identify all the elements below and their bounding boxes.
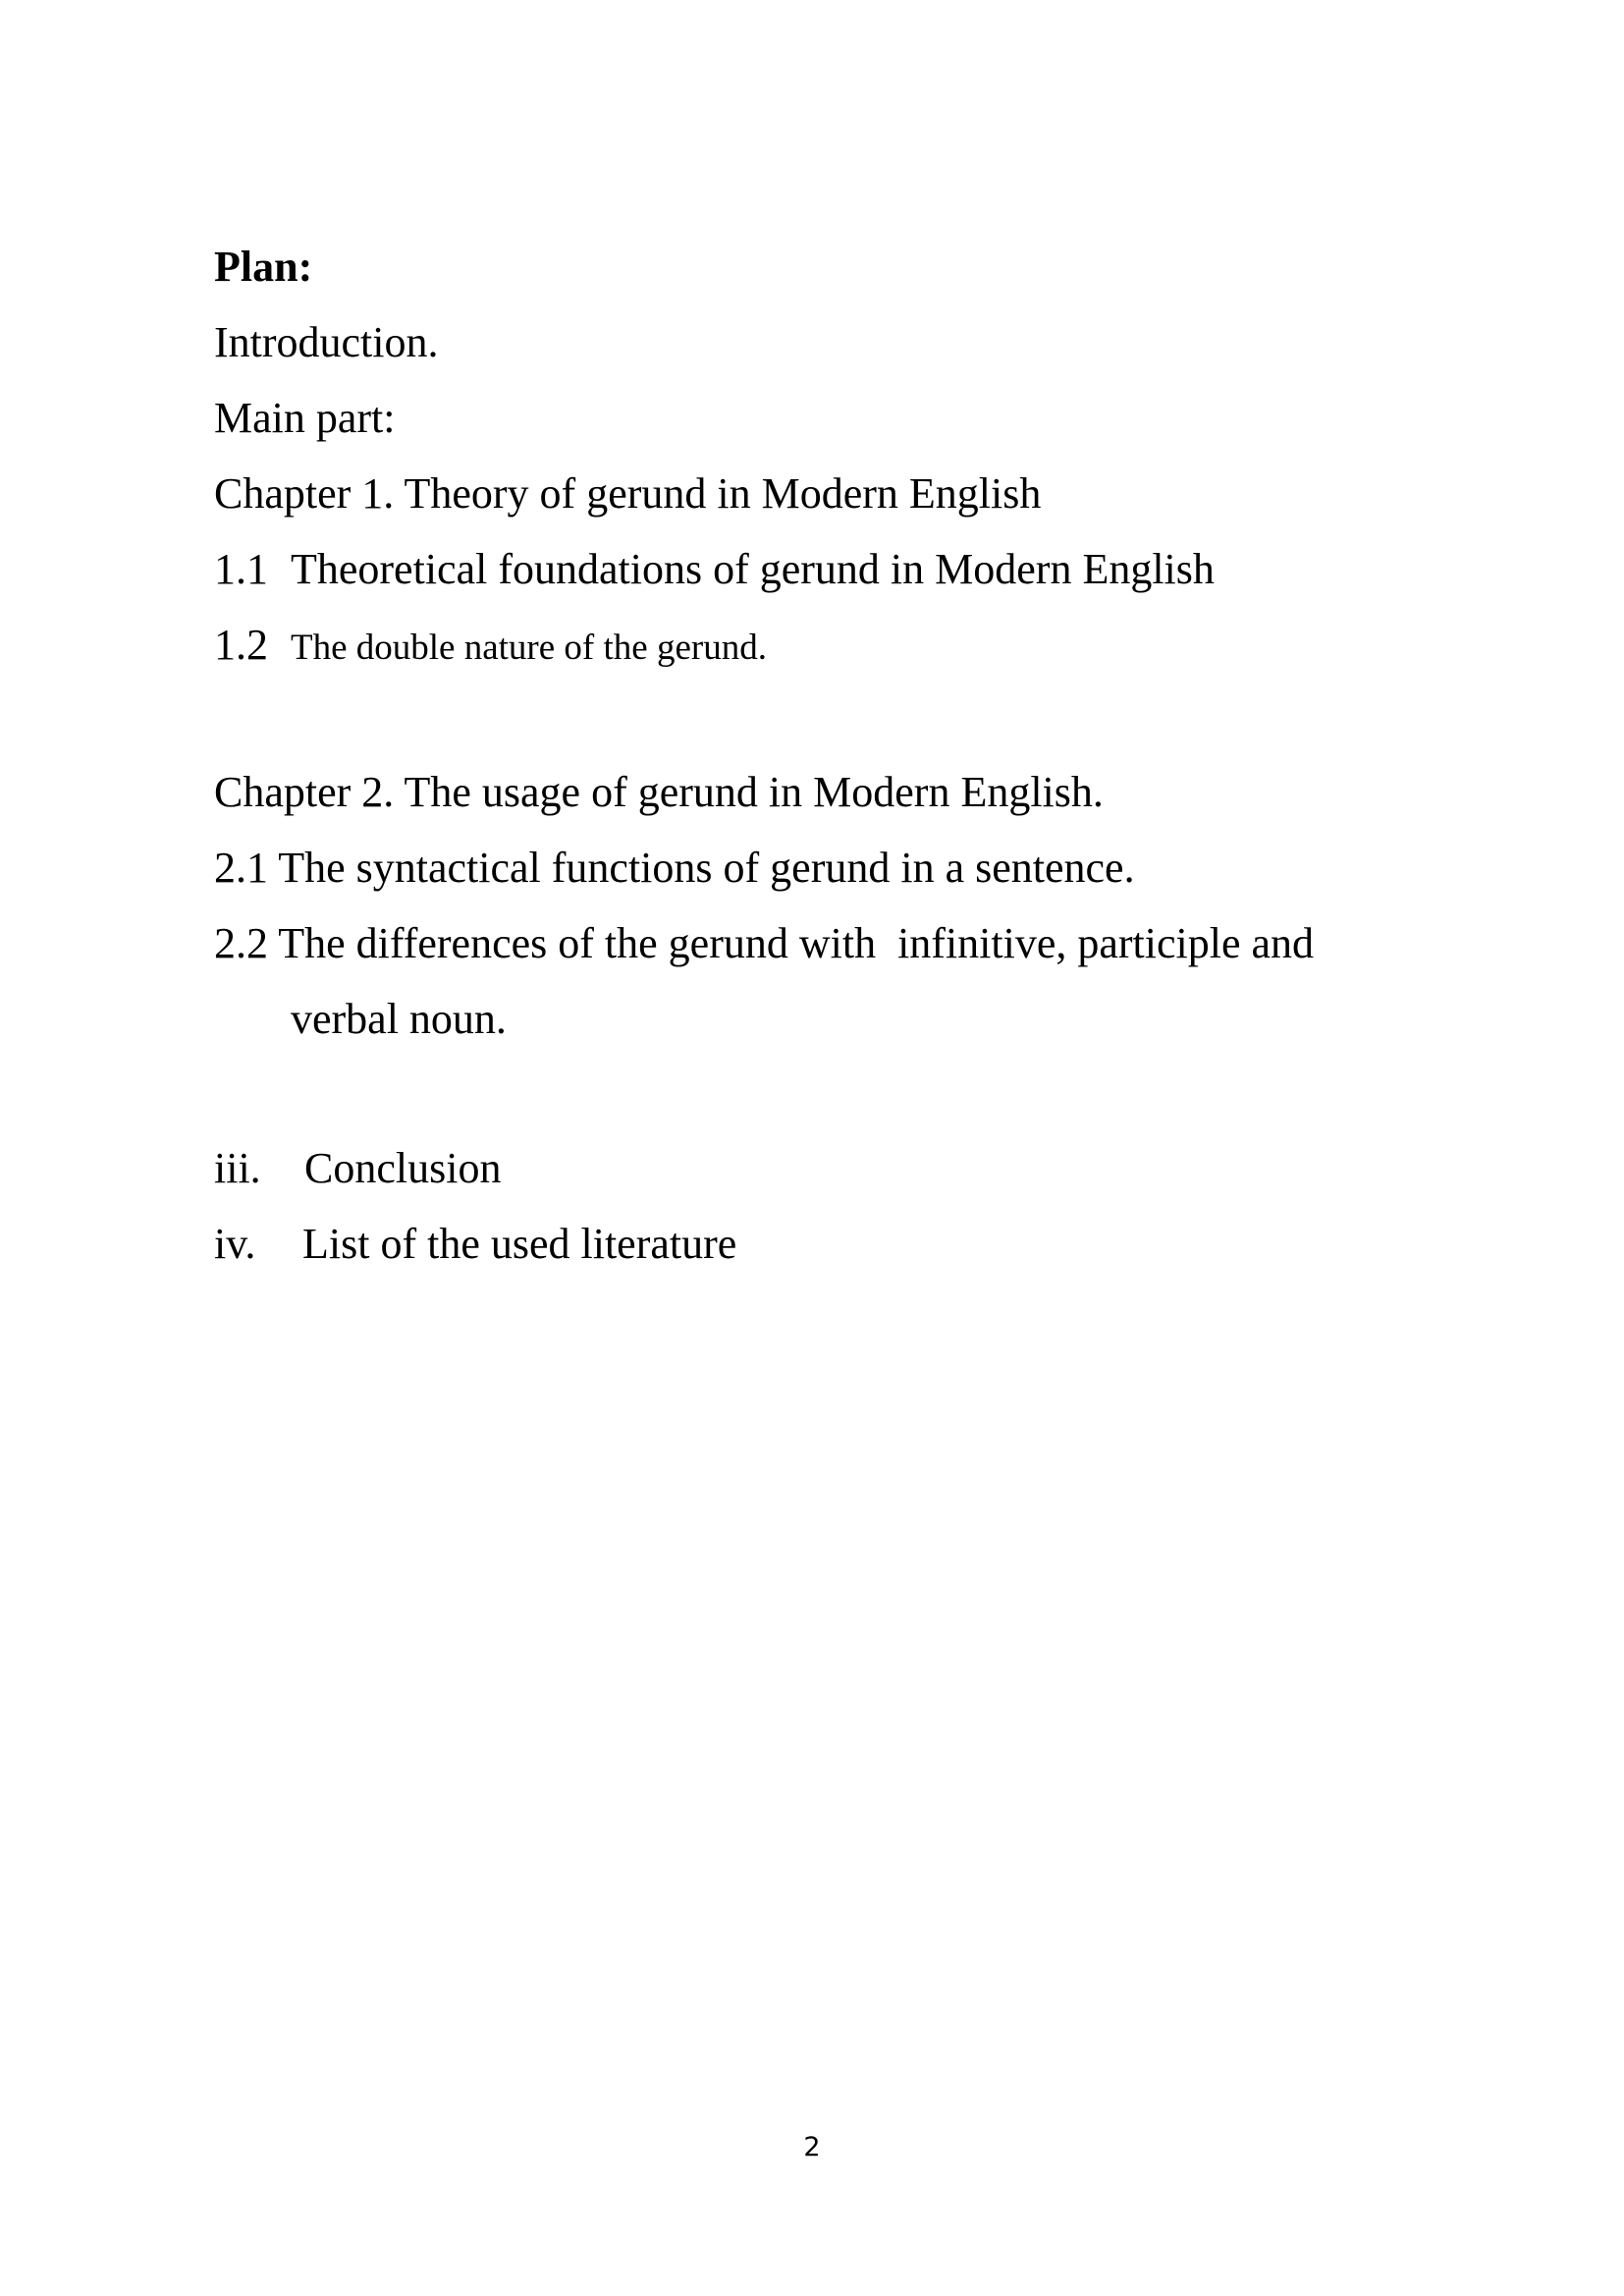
section-text: The differences of the gerund with infinitive, participle and — [278, 919, 1315, 967]
main-part-label: Main part: — [214, 394, 396, 442]
plan-heading: Plan: — [214, 243, 313, 291]
section-1-1 — [214, 545, 1215, 593]
page-number: 2 — [803, 2132, 821, 2162]
section-number: 1.1 — [214, 545, 268, 593]
section-text: The double nature of the gerund. — [291, 628, 767, 668]
section-number: 1.2 — [214, 621, 268, 669]
closing-number: iii. — [214, 1144, 261, 1192]
section-2-2-continuation: verbal noun. — [291, 995, 507, 1043]
chapter-1-title: Chapter 1. Theory of gerund in Modern English — [214, 469, 1042, 518]
section-2-1 — [214, 844, 1135, 892]
section-number: 2.1 — [214, 844, 268, 892]
section-text: Theoretical foundations of gerund in Modern English — [291, 545, 1215, 593]
closing-text: Conclusion — [304, 1144, 502, 1192]
closing-text: List of the used literature — [302, 1220, 737, 1268]
introduction-item: Introduction. — [214, 318, 439, 366]
closing-item-conclusion — [214, 1144, 502, 1192]
closing-number: iv. — [214, 1220, 256, 1268]
section-number: 2.2 — [214, 919, 268, 967]
section-text: The syntactical functions of gerund in a sentence. — [278, 844, 1135, 892]
section-2-2 — [214, 919, 1315, 967]
section-1-2 — [214, 621, 767, 669]
chapter-2-title: Chapter 2. The usage of gerund in Modern English. — [214, 768, 1104, 816]
closing-item-literature — [214, 1220, 737, 1268]
